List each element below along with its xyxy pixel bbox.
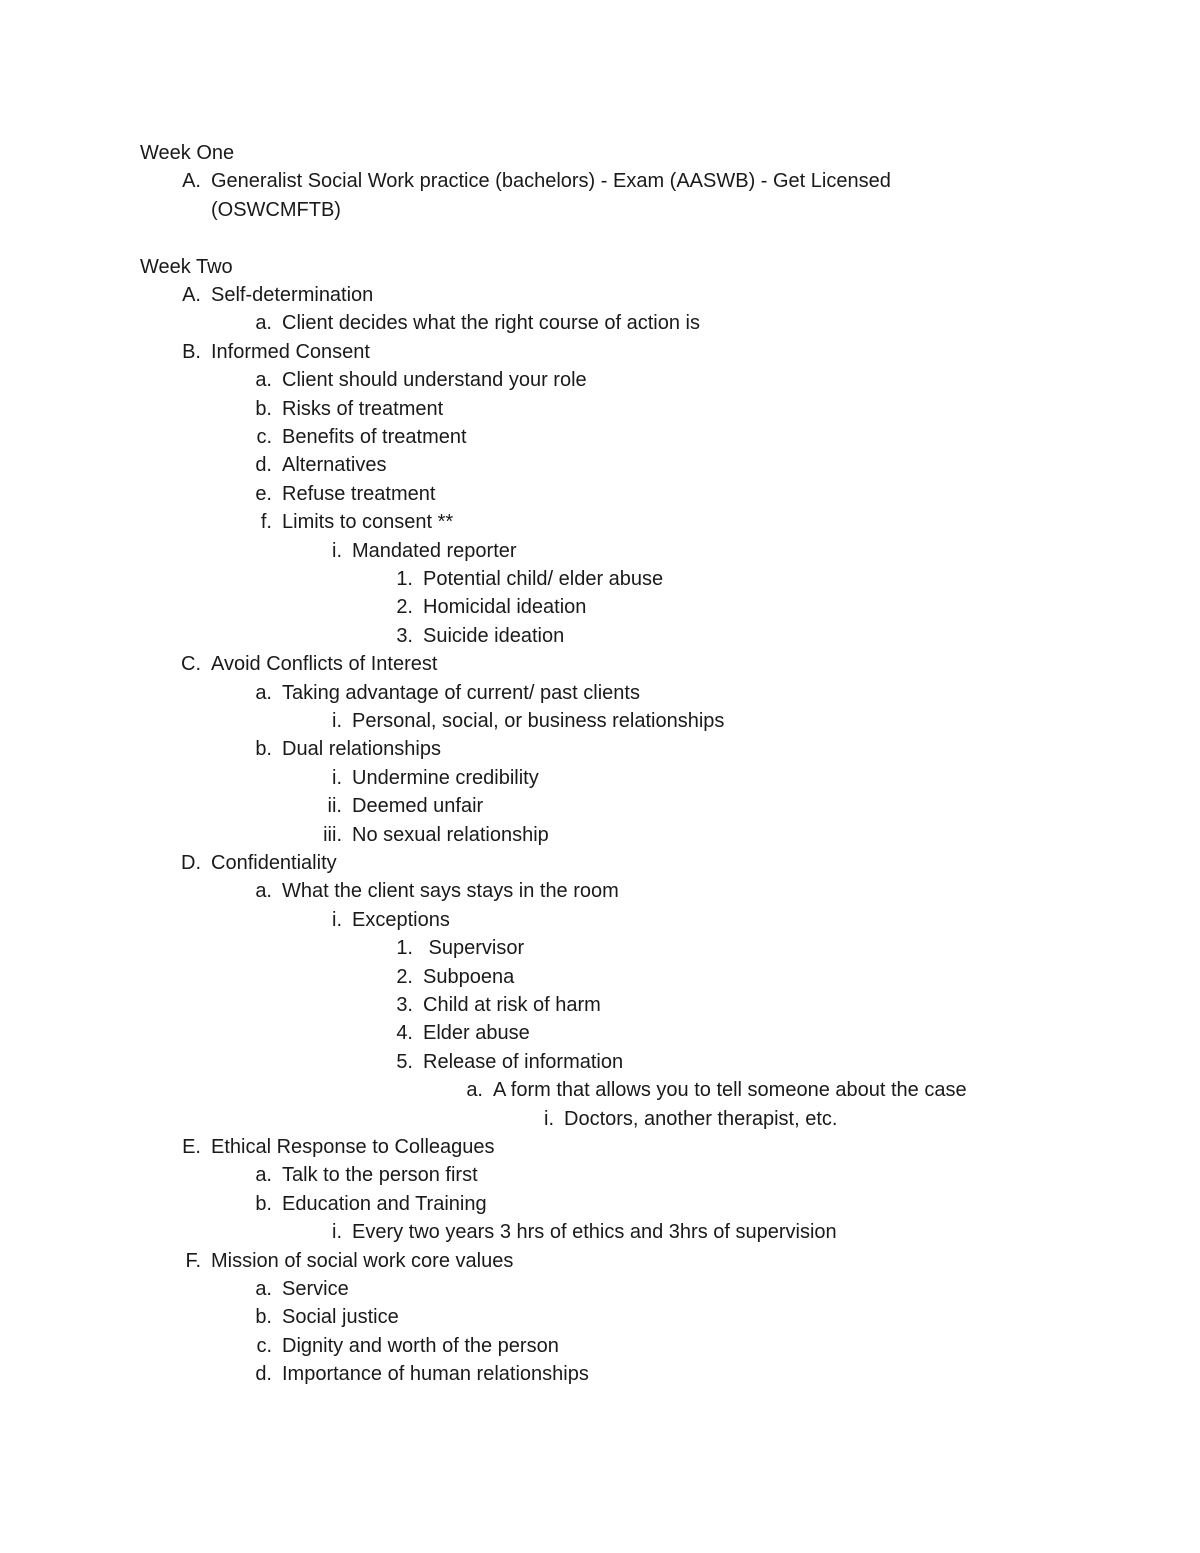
list-marker: d.: [255, 454, 272, 477]
list-marker: b.: [255, 738, 272, 761]
outline-item-level-1: [0, 281, 1200, 309]
list-marker: 3.: [396, 624, 413, 647]
list-item-text: Exceptions: [352, 908, 450, 931]
list-item-text: Undermine credibility: [352, 766, 539, 789]
list-item-text: Subpoena: [423, 965, 515, 988]
list-marker: D.: [181, 852, 201, 874]
list-marker: a.: [255, 1164, 272, 1187]
outline-item-level-2: [0, 366, 1200, 394]
outline-item-level-2: [0, 508, 1200, 536]
list-item-text: Alternatives: [282, 454, 387, 477]
list-item-text: Homicidal ideation: [423, 596, 587, 619]
section-heading-text: Week One: [140, 142, 235, 164]
list-marker: d.: [255, 1363, 272, 1386]
list-item-text: Service: [282, 1278, 349, 1300]
list-item-text: What the client says stays in the room: [282, 880, 619, 903]
list-item-text: Doctors, another therapist, etc.: [564, 1107, 838, 1130]
outline-item-level-1: [0, 849, 1200, 877]
outline-item-level-2: [0, 735, 1200, 763]
list-item-text: No sexual relationship: [352, 823, 549, 846]
outline-item-level-1: [0, 650, 1200, 678]
list-marker: B.: [182, 340, 201, 363]
list-marker: i.: [332, 539, 342, 562]
list-marker: E.: [182, 1136, 201, 1158]
list-item-text: Client should understand your role: [282, 369, 587, 392]
list-item-text: Supervisor: [423, 937, 525, 960]
list-item-text: Child at risk of harm: [423, 994, 601, 1016]
list-marker: A.: [182, 284, 201, 306]
list-marker: e.: [255, 482, 272, 505]
list-marker: c.: [256, 426, 272, 448]
outline-item-level-4: [0, 593, 1200, 621]
list-marker: a.: [255, 880, 272, 903]
list-marker: b.: [255, 1192, 272, 1215]
list-marker: f.: [260, 511, 272, 534]
section-heading: [0, 253, 1200, 281]
outline-item-level-2: [0, 423, 1200, 451]
outline-item-level-2: [0, 1275, 1200, 1303]
outline-item-level-1: [0, 167, 1200, 195]
list-marker: b.: [255, 397, 272, 420]
list-marker: a.: [466, 1079, 483, 1102]
list-item-text: Social justice: [282, 1306, 399, 1329]
section-heading: [0, 139, 1200, 167]
list-item-text: (OSWCMFTB): [211, 198, 341, 221]
list-item-text: Education and Training: [282, 1192, 487, 1215]
list-item-text: Every two years 3 hrs of ethics and 3hrs of supervision: [352, 1221, 837, 1244]
list-marker: 3.: [396, 994, 413, 1016]
list-item-text: Release of information: [423, 1050, 624, 1073]
outline-item-level-1: [0, 1247, 1200, 1275]
list-marker: i.: [332, 908, 342, 931]
list-marker: c.: [256, 1334, 272, 1357]
list-marker: a.: [255, 1278, 272, 1300]
list-item-text: Dual relationships: [282, 738, 441, 761]
outline-item-level-3: [0, 764, 1200, 792]
outline-item-level-4: [0, 622, 1200, 650]
list-item-text: Refuse treatment: [282, 482, 436, 505]
list-marker: 5.: [396, 1050, 413, 1073]
list-item-text: Importance of human relationships: [282, 1363, 589, 1386]
outline-item-level-4: [0, 1019, 1200, 1047]
list-marker: a.: [255, 369, 272, 392]
outline-item-level-3: [0, 707, 1200, 735]
list-item-text: Elder abuse: [423, 1022, 530, 1045]
list-item-text: Confidentiality: [211, 852, 337, 874]
outline-item-level-4: [0, 565, 1200, 593]
outline-item-level-2: [0, 1303, 1200, 1331]
list-marker: 4.: [396, 1022, 413, 1045]
list-marker: i.: [332, 766, 342, 789]
list-marker: 2.: [396, 596, 413, 619]
outline-item-level-2: [0, 877, 1200, 905]
outline-item-level-2: [0, 679, 1200, 707]
outline-item-level-4: [0, 991, 1200, 1019]
list-marker: 2.: [396, 965, 413, 988]
outline-item-level-2: [0, 1190, 1200, 1218]
outline-item-level-3: [0, 906, 1200, 934]
list-item-text: A form that allows you to tell someone about the case: [493, 1079, 967, 1102]
list-marker: ii.: [327, 795, 342, 818]
section-heading-text: Week Two: [140, 255, 233, 278]
list-item-text: Avoid Conflicts of Interest: [211, 653, 438, 676]
outline-item-level-4: [0, 934, 1200, 962]
outline-item-level-1: [0, 338, 1200, 366]
list-item-text: Generalist Social Work practice (bachelors) - Exam (AASWB) - Get Licensed: [211, 170, 891, 193]
list-marker: 1.: [396, 568, 413, 590]
outline-item-level-4: [0, 1048, 1200, 1076]
list-item-text: Dignity and worth of the person: [282, 1334, 559, 1357]
list-item-text: Benefits of treatment: [282, 426, 467, 448]
outline-item-level-2: [0, 395, 1200, 423]
list-marker: i.: [332, 710, 342, 732]
outline-item-level-5: [0, 1076, 1200, 1104]
outline-item-level-3: [0, 792, 1200, 820]
outline-item-level-3: [0, 821, 1200, 849]
list-marker: 1.: [396, 937, 413, 960]
outline-item-level-2: [0, 451, 1200, 479]
list-item-text: Self-determination: [211, 284, 374, 306]
list-item-text: Personal, social, or business relationships: [352, 710, 725, 732]
list-item-text: Limits to consent **: [282, 511, 454, 534]
list-item-text: Informed Consent: [211, 340, 370, 363]
outline-item-level-1: [0, 196, 1200, 224]
list-marker: C.: [181, 653, 201, 676]
list-item-text: Taking advantage of current/ past clients: [282, 681, 640, 704]
outline-item-level-4: [0, 963, 1200, 991]
list-marker: a.: [255, 312, 272, 335]
list-item-text: Potential child/ elder abuse: [423, 568, 664, 590]
list-item-text: Ethical Response to Colleagues: [211, 1136, 495, 1158]
list-marker: F.: [185, 1249, 201, 1272]
list-item-text: Deemed unfair: [352, 795, 484, 818]
list-item-text: Mandated reporter: [352, 539, 517, 562]
list-marker: iii.: [323, 823, 342, 846]
outline-item-level-2: [0, 1360, 1200, 1388]
list-item-text: Talk to the person first: [282, 1164, 478, 1187]
list-marker: a.: [255, 681, 272, 704]
list-item-text: Risks of treatment: [282, 397, 444, 420]
outline-item-level-3: [0, 537, 1200, 565]
outline-item-level-2: [0, 309, 1200, 337]
list-marker: i.: [544, 1107, 554, 1130]
list-item-text: Suicide ideation: [423, 624, 565, 647]
list-item-text: Mission of social work core values: [211, 1249, 514, 1272]
list-marker: b.: [255, 1306, 272, 1329]
outline-item-level-2: [0, 480, 1200, 508]
outline-item-level-2: [0, 1161, 1200, 1189]
outline-item-level-2: [0, 1332, 1200, 1360]
list-marker: i.: [332, 1221, 342, 1244]
list-item-text: Client decides what the right course of action is: [282, 312, 700, 335]
outline-item-level-3: [0, 1218, 1200, 1246]
list-marker: A.: [182, 170, 201, 193]
outline-item-level-1: [0, 1133, 1200, 1161]
outline-item-level-6: [0, 1105, 1200, 1133]
